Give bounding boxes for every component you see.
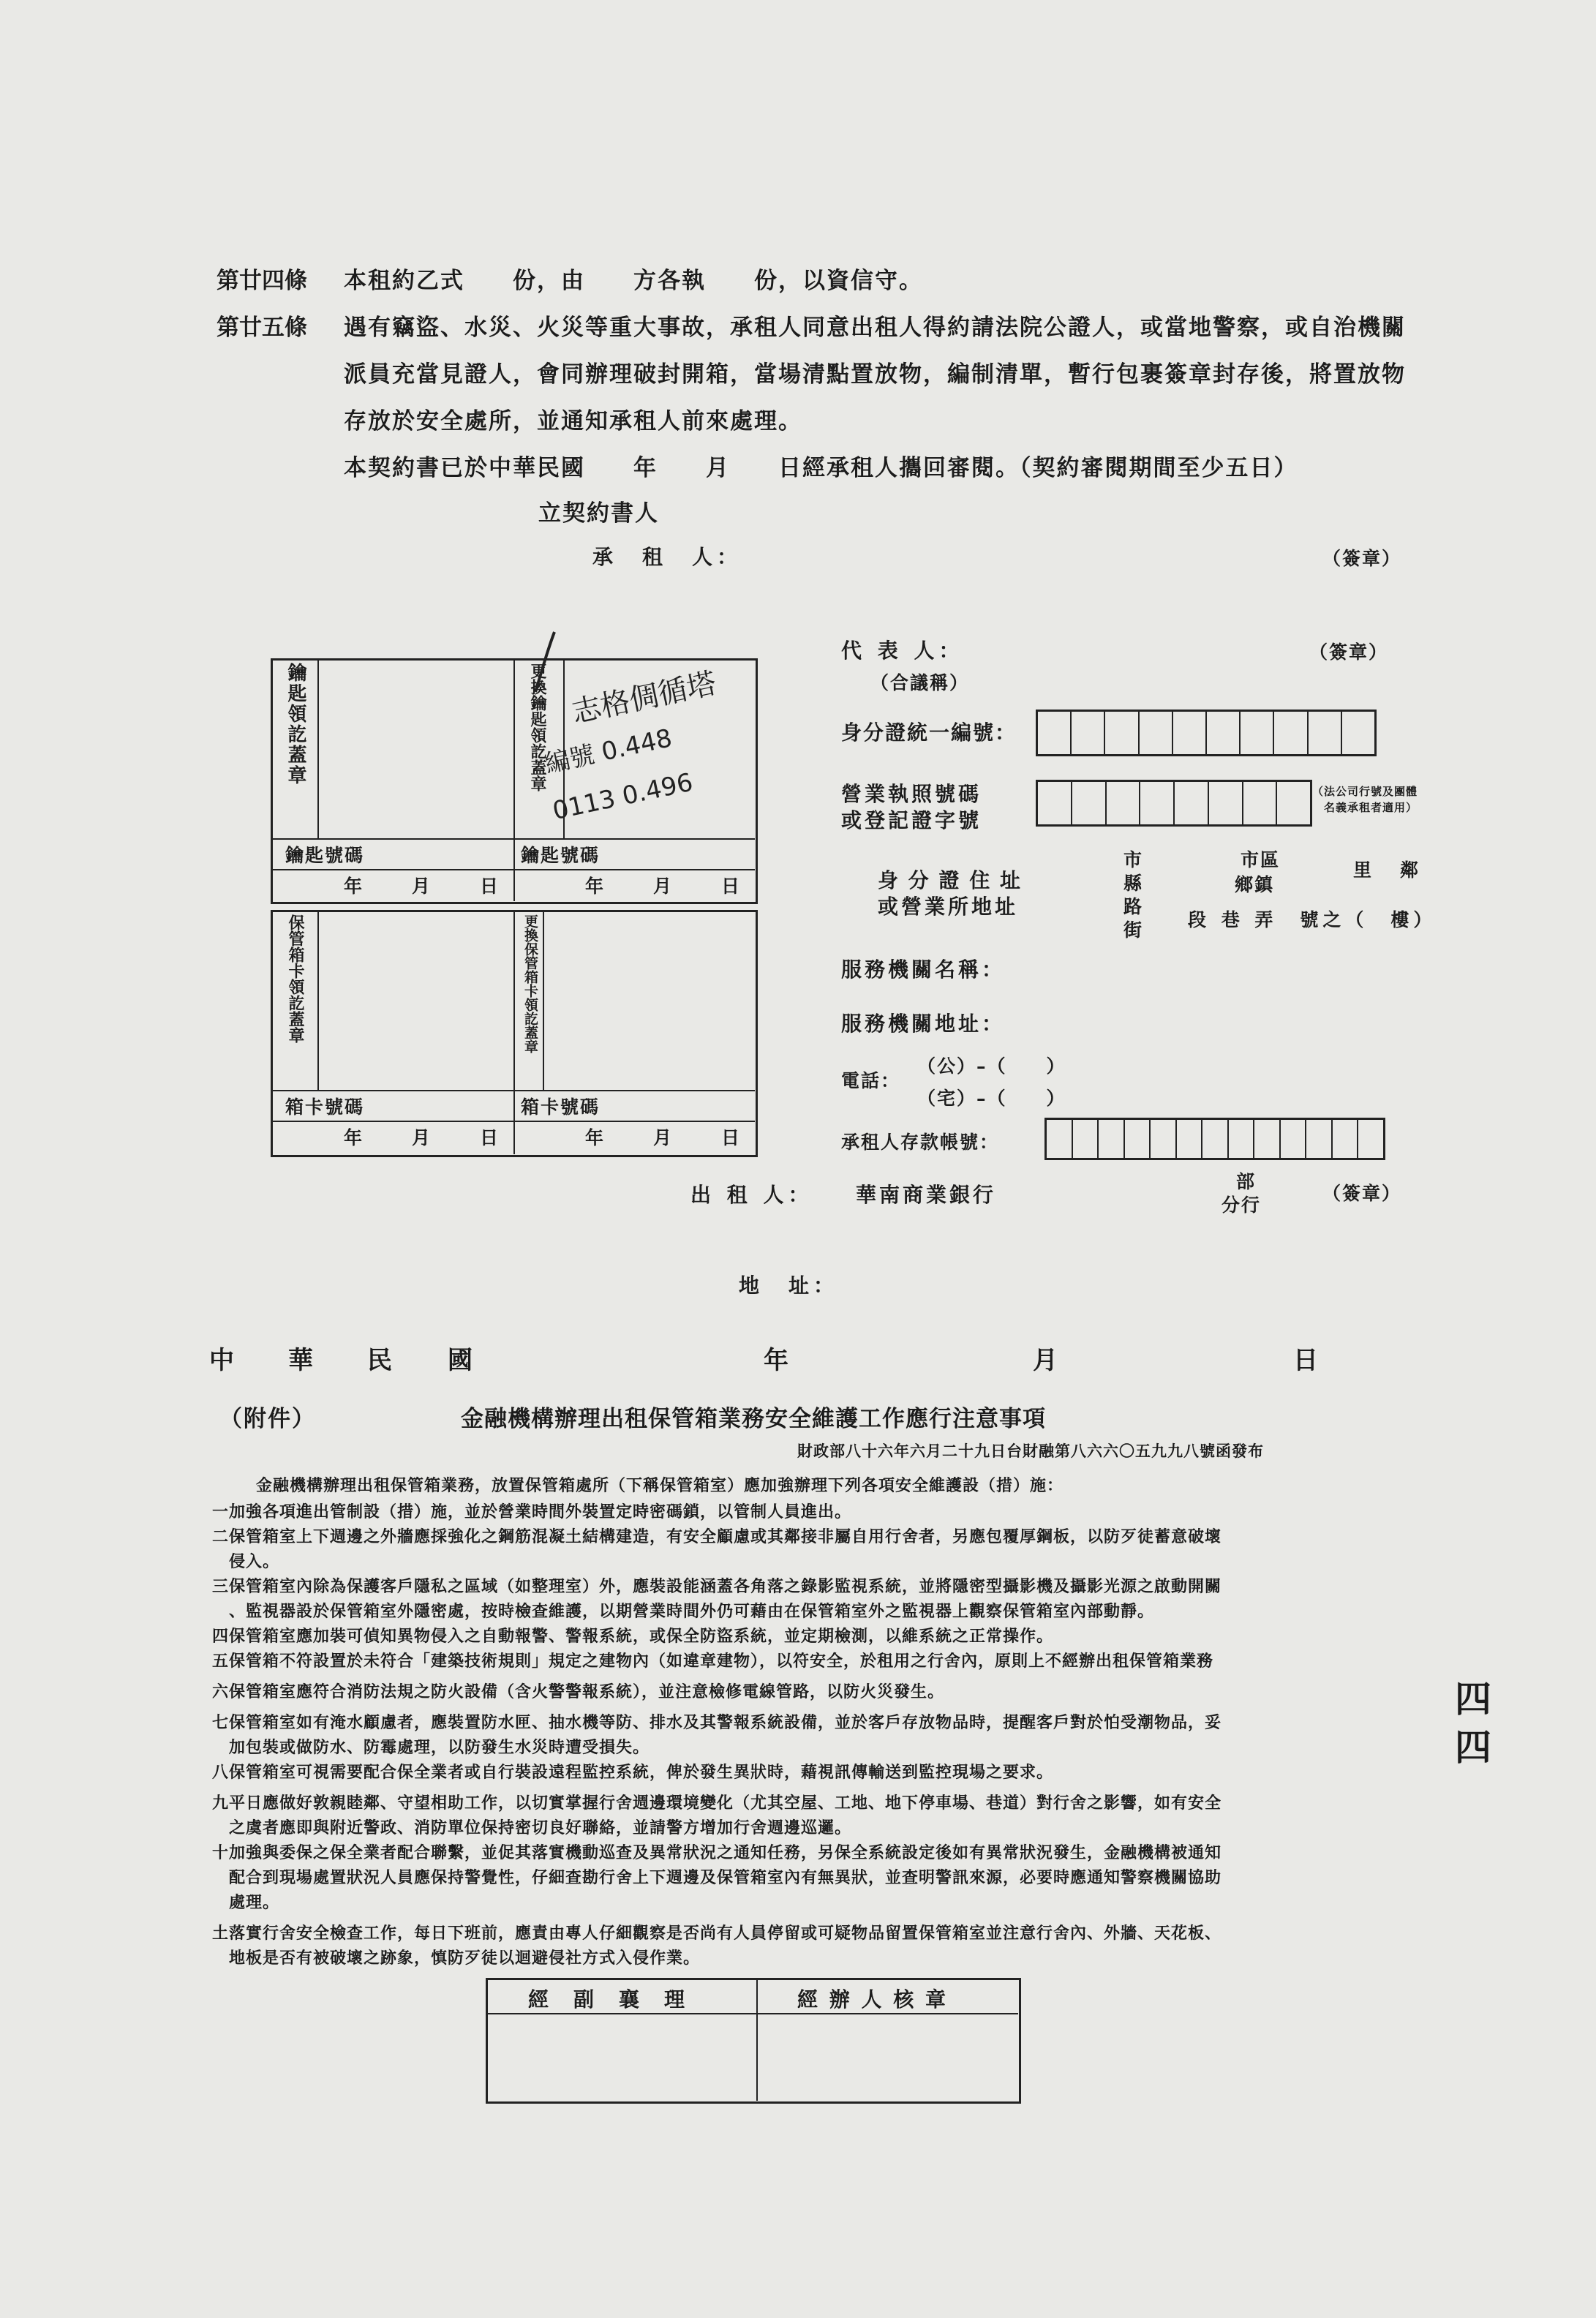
appendix-rule-line: 七保管箱室如有淹水顧慮者，應裝置防水匣、抽水機等防、排水及其警報系統設備，並於客戶存放物品時，提醒客戶對於怕受潮物品，妥 (212, 1713, 1222, 1732)
review-clause: 本契約書已於中華民國 年 月 日經承租人攜回審閱。（契約審閱期間至少五日） (344, 455, 1298, 481)
date-month: 月 (1033, 1346, 1059, 1375)
business-license-note1: （法公司行號及團體 (1312, 785, 1418, 798)
appendix-intro: 金融機構辦理出租保管箱業務，放置保管箱處所（下稱保管箱室）應加強辦理下列各項安全維護設（措）施： (256, 1476, 1064, 1495)
phone-office: （公）–（ ） (917, 1055, 1066, 1077)
page-number: 四四 (1455, 1677, 1491, 1769)
appendix-source: 財政部八十六年六月二十九日台財融第八六六〇五九九八號函發布 (797, 1442, 1264, 1460)
appendix-label: （附件） (219, 1406, 316, 1432)
key-code-right: 鑰匙號碼 (521, 845, 601, 866)
card-box-right-inner (543, 911, 544, 1090)
approval-manager: 經 副 襄 理 (528, 1987, 688, 2012)
date-min: 民 (367, 1346, 394, 1375)
card-box-rule1 (272, 1090, 755, 1091)
address-tail: 段 巷 弄 號之（ 樓） (1188, 909, 1437, 930)
representative-label: 代 表 人： (841, 639, 964, 663)
business-license-cells[interactable] (1036, 780, 1312, 827)
date-day: 日 (1293, 1346, 1320, 1375)
representative-sub: （合議稱） (870, 672, 970, 693)
key-box-divider (513, 660, 515, 901)
appendix-rule-line: 八保管箱室可視需要配合保全業者或自行裝設遠程監控系統，俾於發生異狀時，藉視訊傳輸送到監控現場之要求。 (212, 1763, 1054, 1782)
appendix-rule-line: 之虞者應即與附近警政、消防單位保持密切良好聯絡，並請警方增加行舍週邊巡邏。 (212, 1818, 852, 1837)
key-receipt-vertical-right: 更換鑰匙領訖蓋章 (528, 663, 547, 791)
business-license-note2: 名義承租者適用） (1324, 801, 1418, 814)
account-cells[interactable] (1044, 1118, 1385, 1160)
card-code-right: 箱卡號碼 (521, 1096, 601, 1118)
registration-label: 或登記證字號 (841, 808, 982, 832)
address-label2: 或營業所地址 (878, 895, 1019, 919)
approval-handler: 經 辦 人 核 章 (797, 1987, 948, 2012)
appendix-rule-line: 五保管箱不符設置於未符合「建築技術規則」規定之建物內（如違章建物），以符安全，於租用之行舍內，原則上不經辦出租保管箱業務 (212, 1652, 1214, 1671)
card-code-left: 箱卡號碼 (285, 1096, 365, 1118)
lessor-address-label: 地 址： (739, 1273, 839, 1298)
lessor-sign-stamp: （簽章） (1322, 1183, 1402, 1204)
lessor-label: 出 租 人： (690, 1183, 813, 1207)
article-25-label: 第廿五條 (217, 315, 307, 341)
org-address-label: 服務機關地址： (841, 1012, 1006, 1036)
lessor-name: 華南商業銀行 (856, 1183, 997, 1207)
address-township: 鄉鎮 (1235, 874, 1275, 895)
card-box-divider (513, 911, 515, 1154)
key-date-left: 年 月 日 (344, 876, 503, 897)
approval-divider (756, 1979, 758, 2101)
phone-label: 電話： (841, 1070, 901, 1091)
appendix-title: 金融機構辦理出租保管箱業務安全維護工作應行注意事項 (461, 1406, 1046, 1432)
article-25-line2: 派員充當見證人，會同辦理破封開箱，當場清點置放物，編制清單，暫行包裹簽章封存後，將置放物 (344, 361, 1406, 388)
card-box-left-inner (317, 911, 319, 1090)
card-date-right: 年 月 日 (585, 1127, 745, 1148)
signatory-title: 立契約書人 (538, 500, 659, 527)
date-year: 年 (764, 1346, 790, 1375)
appendix-rule-line: 一加強各項進出管制設（措）施，並於營業時間外裝置定時密碼鎖，以管制人員進出。 (212, 1502, 852, 1521)
address-road: 路 (1123, 896, 1144, 917)
address-li: 里 (1353, 859, 1374, 881)
article-25-line3: 存放於安全處所，並通知承租人前來處理。 (344, 408, 802, 434)
id-number-cells[interactable] (1036, 710, 1377, 756)
key-box-rule1 (272, 838, 755, 840)
date-guo: 國 (448, 1346, 474, 1375)
appendix-rule-line: 四保管箱室應加裝可偵知異物侵入之自動報警、警報系統，或保全防盜系統，並定期檢測，以維系統之正常操作。 (212, 1627, 1054, 1646)
appendix-rule-line: 配合到現場處置狀況人員應保持警覺性，仔細查勘行舍上下週邊及保管箱室內有無異狀，並查明警訊來源，必要時應通知警察機關協助 (212, 1868, 1222, 1887)
business-license-label: 營業執照號碼 (841, 782, 982, 806)
id-number-label: 身分證統一編號： (841, 720, 1017, 745)
card-box-rule2 (272, 1121, 755, 1122)
key-date-right: 年 月 日 (585, 876, 745, 897)
address-lin: 鄰 (1400, 859, 1420, 881)
appendix-rule-line: 二保管箱室上下週邊之外牆應採強化之鋼筋混凝土結構建造，有安全顧慮或其鄰接非屬自用行舍者，另應包覆厚鋼板，以防歹徒蓄意破壞 (212, 1527, 1222, 1546)
card-receipt-vertical-right: 更換保管箱卡領訖蓋章 (522, 914, 538, 1053)
handwriting-line2: 編號 0.448 (542, 723, 675, 779)
handwriting-stroke (525, 629, 569, 695)
card-date-left: 年 月 日 (344, 1127, 503, 1148)
key-box-rule2 (272, 869, 755, 870)
representative-sign-stamp: （簽章） (1309, 641, 1389, 663)
key-receipt-vertical-left: 鑰匙領訖蓋章 (285, 663, 306, 786)
appendix-rule-line: 侵入。 (212, 1552, 280, 1571)
address-label1: 身 分 證 住 址 (878, 868, 1022, 892)
address-city: 市 (1123, 849, 1144, 870)
article-25-line1: 遇有竊盜、水災、火災等重大事故，承租人同意出租人得約請法院公證人，或當地警察，或自治機關 (344, 315, 1406, 341)
appendix-rule-line: 加包裝或做防水、防霉處理，以防發生水災時遭受損失。 (212, 1738, 650, 1757)
article-24-text: 本租約乙式 份，由 方各執 份，以資信守。 (344, 268, 923, 294)
article-24-label: 第廿四條 (217, 268, 307, 294)
address-county: 縣 (1123, 873, 1144, 894)
appendix-rule-line: 、監視器設於保管箱室外隱密處，按時檢查維護，以期營業時間外仍可藉由在保管箱室外之監視器上觀察保管箱室內部動靜。 (212, 1602, 1155, 1621)
appendix-rule-line: 九平日應做好敦親睦鄰、守望相助工作，以切實掌握行舍週邊環境變化（尤其空屋、工地、地下停車場、巷道）對行舍之影響，如有安全 (212, 1794, 1222, 1813)
phone-home: （宅）–（ ） (917, 1088, 1066, 1109)
appendix-rule-line: 六保管箱室應符合消防法規之防火設備（含火警警報系統），並注意檢修電線管路，以防火災發生。 (212, 1682, 945, 1701)
lessee-label: 承 租 人： (592, 545, 742, 569)
appendix-rule-line: 地板是否有被破壞之跡象，慎防歹徒以迴避侵社方式入侵作業。 (212, 1949, 701, 1968)
key-code-left: 鑰匙號碼 (285, 845, 365, 866)
lessor-branch: 分行 (1222, 1194, 1262, 1216)
card-receipt-vertical-left: 保管箱卡領訖蓋章 (286, 914, 305, 1043)
handwriting-line3: 0113 0.496 (550, 767, 696, 827)
address-street: 街 (1123, 919, 1144, 941)
appendix-rule-line: 處理。 (212, 1893, 280, 1912)
appendix-rule-line: 十加強與委保之保全業者配合聯繫，並促其落實機動巡查及異常狀況之通知任務，另保全系統設定後如有異常狀況發生，金融機構被通知 (212, 1843, 1222, 1862)
lessee-sign-stamp: （簽章） (1322, 548, 1402, 569)
handwriting-line1: 志格倜循塔 (568, 666, 720, 730)
date-hua: 華 (288, 1346, 315, 1375)
lessor-department: 部 (1236, 1171, 1257, 1192)
appendix-rule-line: 土落實行舍安全檢查工作，每日下班前，應責由專人仔細觀察是否尚有人員停留或可疑物品留置保管箱室並注意行舍內、外牆、天花板、 (212, 1924, 1222, 1943)
org-name-label: 服務機關名稱： (841, 957, 1006, 982)
date-zhong: 中 (209, 1346, 236, 1375)
key-box-left-inner (317, 660, 319, 838)
approval-header-rule (487, 2013, 1018, 2014)
account-label: 承租人存款帳號： (841, 1132, 1000, 1153)
appendix-rule-line: 三保管箱室內除為保護客戶隱私之區域（如整理室）外，應裝設能涵蓋各角落之錄影監視系統，並將隱密型攝影機及攝影光源之啟動開關 (212, 1577, 1222, 1596)
address-district: 市區 (1241, 849, 1281, 870)
